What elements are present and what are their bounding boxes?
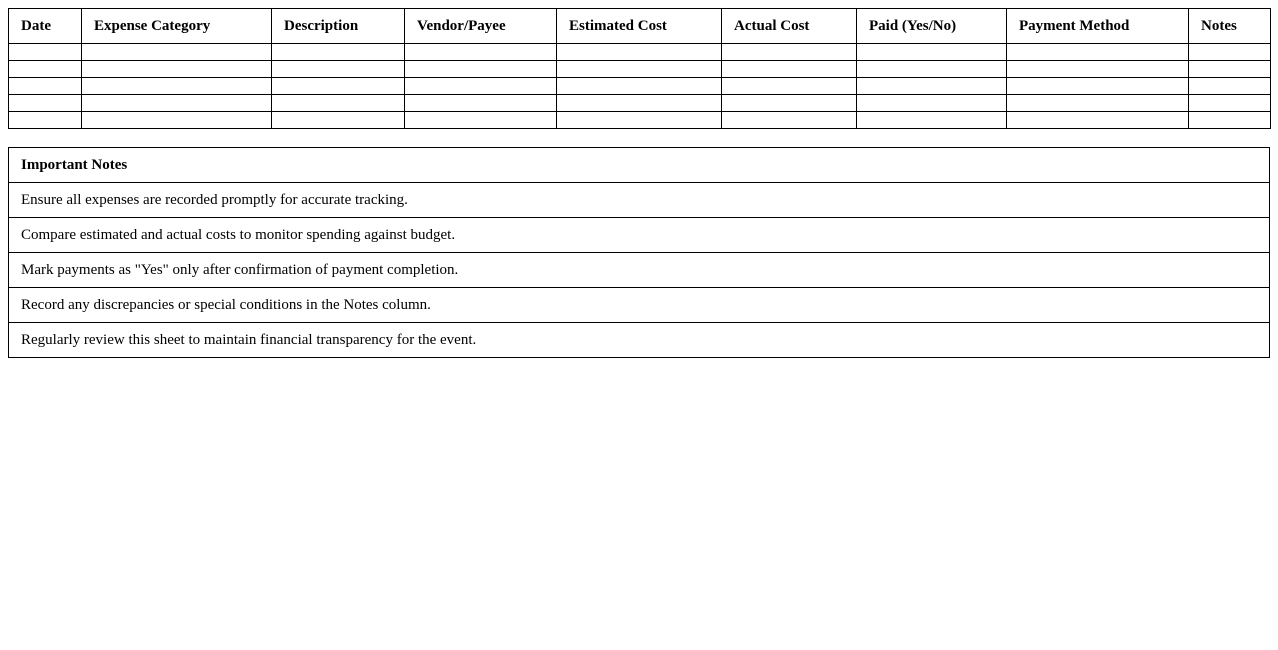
- table-row: [9, 78, 1271, 95]
- notes-table-body: [9, 183, 1270, 358]
- header-vendor-payee: Vendor/Payee: [405, 9, 557, 44]
- table-cell[interactable]: [1189, 112, 1271, 129]
- table-cell[interactable]: [1007, 78, 1189, 95]
- table-cell[interactable]: [405, 112, 557, 129]
- table-cell[interactable]: [557, 61, 722, 78]
- table-cell[interactable]: [9, 78, 82, 95]
- header-estimated-cost: Estimated Cost: [557, 9, 722, 44]
- expense-table-body: [9, 44, 1271, 129]
- table-cell[interactable]: [722, 44, 857, 61]
- table-cell[interactable]: [722, 112, 857, 129]
- table-cell[interactable]: [272, 112, 405, 129]
- table-cell[interactable]: [557, 95, 722, 112]
- note-text: Regularly review this sheet to maintain financial transparency for the event.: [9, 323, 1270, 358]
- table-row: [9, 44, 1271, 61]
- table-cell[interactable]: [1189, 78, 1271, 95]
- table-cell[interactable]: [857, 112, 1007, 129]
- list-item: [9, 288, 1270, 323]
- table-row: [9, 61, 1271, 78]
- table-cell[interactable]: [82, 112, 272, 129]
- table-cell[interactable]: [272, 44, 405, 61]
- table-cell[interactable]: [1007, 61, 1189, 78]
- note-text: Ensure all expenses are recorded promptly for accurate tracking.: [9, 183, 1270, 218]
- table-cell[interactable]: [1189, 95, 1271, 112]
- table-cell[interactable]: [857, 61, 1007, 78]
- note-text: Compare estimated and actual costs to monitor spending against budget.: [9, 218, 1270, 253]
- expense-table-header-row: [9, 9, 1271, 44]
- header-date: Date: [9, 9, 82, 44]
- table-cell[interactable]: [272, 61, 405, 78]
- table-cell[interactable]: [857, 78, 1007, 95]
- header-description: Description: [272, 9, 405, 44]
- table-cell[interactable]: [557, 78, 722, 95]
- table-cell[interactable]: [9, 44, 82, 61]
- notes-header-row: [9, 148, 1270, 183]
- header-paid: Paid (Yes/No): [857, 9, 1007, 44]
- header-expense-category: Expense Category: [82, 9, 272, 44]
- table-cell[interactable]: [405, 44, 557, 61]
- header-payment-method: Payment Method: [1007, 9, 1189, 44]
- important-notes-table: [8, 147, 1270, 358]
- list-item: [9, 253, 1270, 288]
- table-cell[interactable]: [9, 95, 82, 112]
- table-cell[interactable]: [722, 61, 857, 78]
- table-cell[interactable]: [405, 61, 557, 78]
- table-cell[interactable]: [857, 95, 1007, 112]
- table-cell[interactable]: [82, 61, 272, 78]
- table-cell[interactable]: [722, 95, 857, 112]
- expense-table: [8, 8, 1271, 129]
- header-actual-cost: Actual Cost: [722, 9, 857, 44]
- table-cell[interactable]: [1189, 61, 1271, 78]
- table-cell[interactable]: [557, 112, 722, 129]
- table-cell[interactable]: [82, 44, 272, 61]
- table-row: [9, 112, 1271, 129]
- table-cell[interactable]: [82, 78, 272, 95]
- table-cell[interactable]: [1189, 44, 1271, 61]
- table-cell[interactable]: [9, 61, 82, 78]
- notes-title: Important Notes: [9, 148, 1270, 183]
- table-cell[interactable]: [557, 44, 722, 61]
- list-item: [9, 323, 1270, 358]
- table-cell[interactable]: [1007, 112, 1189, 129]
- table-cell[interactable]: [272, 95, 405, 112]
- note-text: Record any discrepancies or special conditions in the Notes column.: [9, 288, 1270, 323]
- table-cell[interactable]: [82, 95, 272, 112]
- note-text: Mark payments as "Yes" only after confirmation of payment completion.: [9, 253, 1270, 288]
- table-cell[interactable]: [405, 78, 557, 95]
- table-row: [9, 95, 1271, 112]
- table-cell[interactable]: [1007, 44, 1189, 61]
- table-cell[interactable]: [272, 78, 405, 95]
- table-cell[interactable]: [1007, 95, 1189, 112]
- header-notes: Notes: [1189, 9, 1271, 44]
- table-cell[interactable]: [722, 78, 857, 95]
- list-item: [9, 183, 1270, 218]
- table-cell[interactable]: [9, 112, 82, 129]
- table-cell[interactable]: [405, 95, 557, 112]
- list-item: [9, 218, 1270, 253]
- table-cell[interactable]: [857, 44, 1007, 61]
